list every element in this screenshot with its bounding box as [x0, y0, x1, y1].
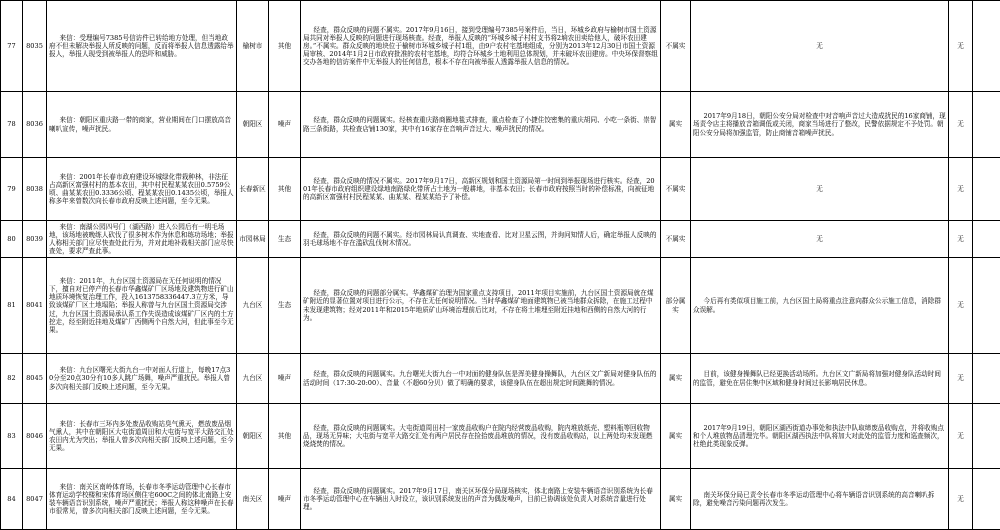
- empty-cell: [973, 258, 1000, 354]
- empty-cell: [973, 221, 1000, 258]
- empty-cell: [973, 469, 1000, 530]
- accountability: 无: [949, 258, 973, 354]
- empty-cell: [973, 92, 1000, 158]
- verdict: 不属实: [661, 158, 691, 221]
- district: 朝阳区: [237, 404, 269, 469]
- accountability: 无: [949, 469, 973, 530]
- district: 九台区: [237, 354, 269, 404]
- table-row: [1, 469, 1000, 530]
- row-seq: 78: [1, 92, 23, 158]
- empty-cell: [973, 158, 1000, 221]
- investigation-text: 经查，群众反映的问题不属实。经市园林局认真调查、实地查看、比对卫星云图，并询问知情人后，确定举报人反映的羽毛球场地不存在滥砍乱伐树木情况。: [301, 221, 661, 258]
- district: 九台区: [237, 258, 269, 354]
- category: 噪声: [269, 354, 301, 404]
- verdict: 属实: [661, 92, 691, 158]
- table-row: [1, 404, 1000, 469]
- case-id: 8041: [23, 258, 47, 354]
- measures-text: 2017年9月18日，朝阳公安分局对检查中对音响声音过大造成扰民的16家商铺，现场责令店主将播放音箱调低或关闭，商家当场进行了整改，民警依据规定不予处罚。朝阳公安分局将加强监管，防止商铺音箱噪声扰民。: [691, 92, 949, 158]
- category: 生态: [269, 258, 301, 354]
- table-row: [1, 258, 1000, 354]
- empty-cell: [973, 1, 1000, 92]
- row-seq: 81: [1, 258, 23, 354]
- measures-text: 无: [691, 158, 949, 221]
- district: 南关区: [237, 469, 269, 530]
- investigation-text: 经查，群众反映的问题属实。2017年9月17日，南关区环保分局现场核实，体北南路上安装车辆语音识别系统为长春市冬季运动管理中心在车辆出入时设立，该识别系统发出的声音为偶发噪声，目前已协调该处负责人对系统音量进行处理。: [301, 469, 661, 530]
- investigation-text: 经查，群众反映的情况不属实。2017年9月17日，高新区规划和国土资源局第一时间到举报现场进行核实。经查，2001年长春市政府组织建设绿地南路绿化带所占土地为一般耕地，非基本农田；长春市政府按照当时的补偿标准，向被征地的高新区富强村村民程某某、曲某某、程某某给予了补偿。: [301, 158, 661, 221]
- row-seq: 84: [1, 469, 23, 530]
- complaint-text: 来信：南关区南岭体育场，长春市冬季运动管理中心长春市体育运动学校楼和宋体育场区侧住宅600C之间的体北南路上安装车辆语音识别系统，噪声严重扰民；举报人称这种噪声在长春市很常见，曾多次向相关部门反映上述问题，至今无果。: [47, 469, 237, 530]
- category: 噪声: [269, 469, 301, 530]
- complaint-text: 来信：长春市三环内多处废品收购站臭气熏天，燃放废品烟气熏人，其中在朝阳区大屯街道周田和大屯街与宽平大路交汇处农田内尤为突出；举报人曾多次向相关部门反映上述问题，至今无果。: [47, 404, 237, 469]
- table-row: [1, 92, 1000, 158]
- measures-text: 今后再有类似项目施工前，九台区国土局将重点注意向群众公示施工信息，消除群众误解。: [691, 258, 949, 354]
- district: 长春新区: [237, 158, 269, 221]
- table-row: [1, 221, 1000, 258]
- case-id: 8045: [23, 354, 47, 404]
- row-seq: 83: [1, 404, 23, 469]
- category: 噪声: [269, 92, 301, 158]
- accountability: 无: [949, 92, 973, 158]
- row-seq: 80: [1, 221, 23, 258]
- accountability: 无: [949, 1, 973, 92]
- verdict: 属实: [661, 404, 691, 469]
- accountability: 无: [949, 404, 973, 469]
- measures-text: 南关环保分局已责令长春市冬季运动管理中心将车辆语音识别系统的高音喇叭拆除，避免噪音污染问题再次发生。: [691, 469, 949, 530]
- complaint-text: 来信：2011年，九台区国土资源局在无任何说明的情况下，擅自对已停产的长春市华鑫煤矿厂区场地及建筑物进行矿山地质环境恢复治理工作，投入1613758336447.3立方米，导致该煤矿厂区土地塌陷；举报人称曾与九台区国土资源局交涉过，九台区国土资源局承认系工作失误造成该煤矿厂区内的土方挖走，经至附近挂地及煤矿厂西侧两个自然大河，但此事至今无果。: [47, 258, 237, 354]
- empty-cell: [973, 354, 1000, 404]
- district: 市园林局: [237, 221, 269, 258]
- complaint-text: 来信：朝阳区重庆路一带的商家，营业期间在门口摆放高音喇叭宣传，噪声扰民。: [47, 92, 237, 158]
- table-row: [1, 1, 1000, 92]
- case-id: 8047: [23, 469, 47, 530]
- category: 生态: [269, 221, 301, 258]
- district: 榆树市: [237, 1, 269, 92]
- district: 朝阳区: [237, 92, 269, 158]
- accountability: 无: [949, 158, 973, 221]
- investigation-text: 经查，群众反映的问题不属实。2017年9月16日，接到受理编号7385号案件后，当日，环城乡政府与榆树市国土资源局共同对举报人反映的问题进行现场核查。经查，举报人反映的“环城乡城子村村支书将2垧农田卖给他人，破坏农田建房。”不属实。群众反映的地块位于榆树市环城乡城子村1组，由9户农村宅基地组成，分别为2013年12月30日市国土资源局审核、2014年1月2日市政府批准的农村宅基地，均符合环城乡土地利用总体规划，并未破坏农田建房。中央环保督察组交办各地的信访案件中无举报人的任何信息，根本不存在向被举报人透露举报人信息的情况。: [301, 1, 661, 92]
- category: 其他: [269, 1, 301, 92]
- verdict: 属实: [661, 354, 691, 404]
- complaint-text: 来信：南湖公园四号门（湖西路）进入公园后有一明毛场地，该场地被晚练人砍伐了很多树木作为休息和练功场地；举报人称相关部门应尽快查处此行为，并对此地补栽相关部门应尽快查处，要求严查此事。: [47, 221, 237, 258]
- table-row: [1, 158, 1000, 221]
- measures-text: 无: [691, 1, 949, 92]
- case-id: 8038: [23, 158, 47, 221]
- investigation-text: 经查，群众反映的问题属实。九台曙光大街九台一中对面的健身队伍是浑美健身操舞队，九台区文广新局对健身队伍的活动时间（17:30-20:00）、音量（不超60分贝）做了明确的要求，该健身队伍在超出规定时间跳舞的情况。: [301, 354, 661, 404]
- category: 其他: [269, 158, 301, 221]
- verdict: 部分属实: [661, 258, 691, 354]
- complaint-text: 来信：受理编号7385号信访件已转给地方处理，但当地政府不但未解决举报人所反映的问题，反而将举报人信息透露给举报人，举报人现受到被举报人的恐吓和威胁。: [47, 1, 237, 92]
- accountability: 无: [949, 221, 973, 258]
- investigation-text: 经查，群众反映的问题部分属实。华鑫煤矿治理为国家重点支持项目，2011年项目实施前，九台区国土资源局就在煤矿附近的显著位置对项目进行公示，不存在无任何说明情况。当时华鑫煤矿地面建筑物已被当地群众拆除，在施工过程中未发现建筑物；经对2011年和2015年地质矿山环境治理前后比对，不存在将土堆埋至附近挂地和西侧的自然大河的行为。: [301, 258, 661, 354]
- measures-text: 2017年9月19日，朝阳区湖西街道办事处和执法中队取缔废品收购点，并将收购点和个人堆放物品清理完毕。朝阳区湖西执法中队将加大对此处的监管力度和巡查频次，杜绝此类现象反弹。: [691, 404, 949, 469]
- empty-cell: [973, 404, 1000, 469]
- case-id: 8046: [23, 404, 47, 469]
- table-row: [1, 354, 1000, 404]
- case-id: 8039: [23, 221, 47, 258]
- case-id: 8036: [23, 92, 47, 158]
- measures-text: 目前，该健身操舞队已经更换活动场所。九台区文广新局将加强对健身队活动时间的监管，避免在居住集中区域和健身时间过长影响居民休息。: [691, 354, 949, 404]
- investigation-text: 经查，群众反映的问题属实。大屯街道周田村一家废品收购户在院内经营废品收购，院内堆放纸壳、塑料瓶等回收物品，现场无异味；大屯街与宽平大路交汇处有两户居民存在捡拾废品堆放的情况，没有废品收购站，以上两处均未发现燃烧烧焚的情况。: [301, 404, 661, 469]
- measures-text: 无: [691, 221, 949, 258]
- complaint-text: 来信：九台区曙光大街九台一中对面人行道上，每晚17点30分至20点30分有10多人跳广场舞，噪声严重扰民。举报人曾多次向相关部门反映上述问题，至今无果。: [47, 354, 237, 404]
- row-seq: 82: [1, 354, 23, 404]
- verdict: 不属实: [661, 1, 691, 92]
- row-seq: 79: [1, 158, 23, 221]
- verdict: 不属实: [661, 221, 691, 258]
- case-id: 8035: [23, 1, 47, 92]
- complaint-text: 来信：2001年长春市政府建设环城绿化带栽种林，非法征占高新区富强村村的基本农田，其中村民程某某农田0.5759公顷、曲某某农田0.3336公顷、程某某农田0.1435公顷，举报人称多年来曾数次向长春市政府反映上述问题，至今无果。: [47, 158, 237, 221]
- accountability: 无: [949, 354, 973, 404]
- verdict: 属实: [661, 469, 691, 530]
- investigation-text: 经查，群众反映的问题属实。经核查重庆路商圈地毯式排查，重点检查了小捷住饺密集的重庆胡同、小吃一条街、崇智路三条街路，共检查店铺130家，其中有16家存在音响声音过大、噪声扰民的情况。: [301, 92, 661, 158]
- row-seq: 77: [1, 1, 23, 92]
- category: 其他: [269, 404, 301, 469]
